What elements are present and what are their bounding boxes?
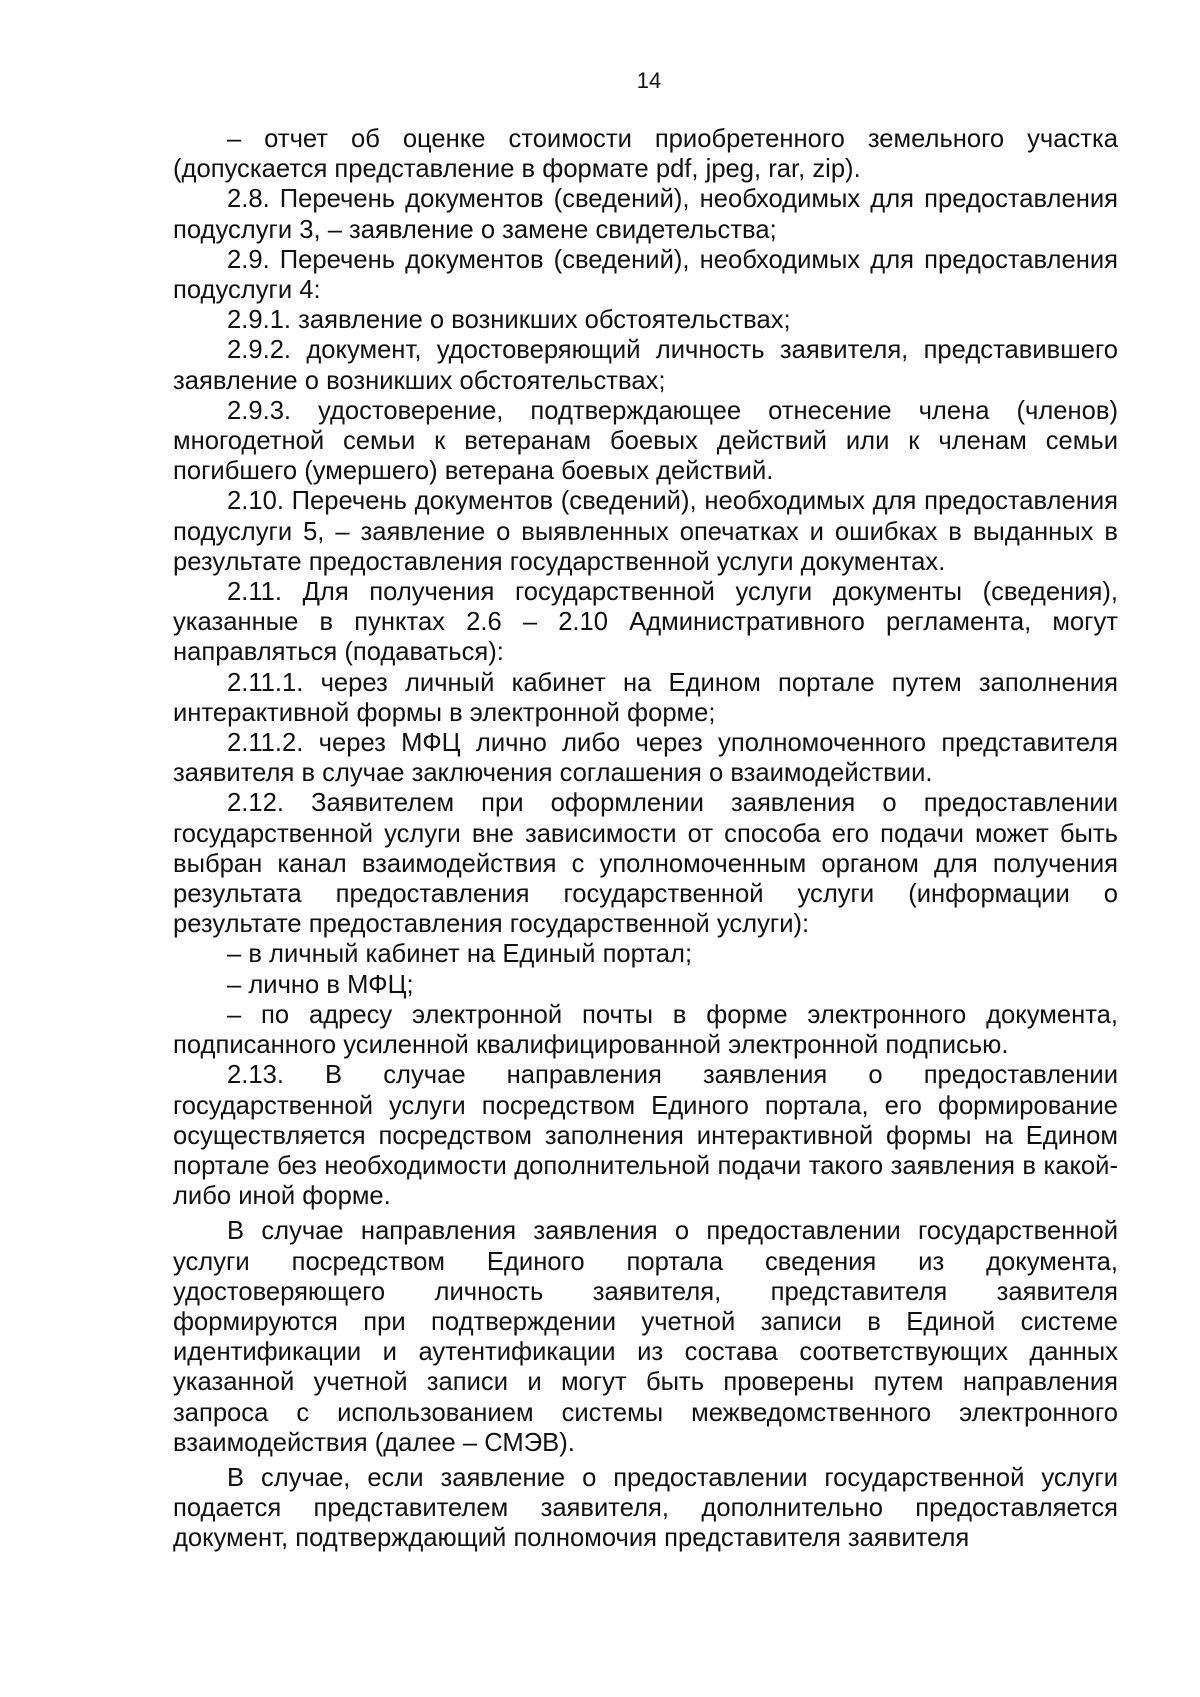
paragraph-2-9-3: 2.9.3. удостоверение, подтверждающее отнесение члена (членов) многодетной семьи к ветеранам боевых действий или к членам семьи погибшего (умершего) ветерана боевых действий. xyxy=(173,396,1118,486)
paragraph-2-11-2: 2.11.2. через МФЦ лично либо через уполномоченного представителя заявителя в случае заключения соглашения о взаимодействии. xyxy=(173,729,1118,788)
list-item-mfc-in-person: – лично в МФЦ; xyxy=(227,970,414,999)
paragraph-2-11-1: 2.11.1. через личный кабинет на Едином портале путем заполнения интерактивной формы в электронной форме; xyxy=(173,668,1118,727)
paragraph-2-10: 2.10. Перечень документов (сведений), необходимых для предоставления подуслуги 5, – заявление о выявленных опечатках и ошибках в выданных в результате предоставления государственной услуги документах. xyxy=(173,487,1118,576)
list-item-email: – по адресу электронной почты в форме электронного документа, подписанного усиленной квалифицированной электронной подписью. xyxy=(173,1000,1118,1060)
paragraph-2-13: 2.13. В случае направления заявления о предоставлении государственной услуги посредством Единого портала, его формирование осуществляется посредством заполнения интерактивной формы на Едином портале без необходимости дополнительной подачи такого заявления в какой-либо иной форме. xyxy=(173,1061,1118,1211)
document-body xyxy=(173,124,1118,1554)
list-item-personal-account: – в личный кабинет на Единый портал; xyxy=(227,940,693,969)
paragraph-2-9: 2.9. Перечень документов (сведений), необходимых для предоставления подуслуги 4: xyxy=(173,245,1118,305)
paragraph-2-12: 2.12. Заявителем при оформлении заявления о предоставлении государственной услуги вне зависимости от способа его подачи может быть выбран канал взаимодействия с уполномоченным органом для получения результата предоставления государственной услуги (информации о результате предоставления государственной услуги): xyxy=(173,789,1118,939)
paragraph-2-8: 2.8. Перечень документов (сведений), необходимых для предоставления подуслуги 3, – заявление о замене свидетельства; xyxy=(173,185,1118,244)
paragraph-identity-verification: В случае направления заявления о предоставлении государственной услуги посредством Единого портала сведения из документа, удостоверяющего личность заявителя, представителя заявителя формируются при подтверждении учетной записи в Единой системе идентификации и аутентификации из состава соответствующих данных указанной учетной записи и могут быть проверены путем направления запроса с использованием системы межведомственного электронного взаимодействия (далее – СМЭВ). xyxy=(173,1217,1118,1457)
paragraph-land-appraisal-report: – отчет об оценке стоимости приобретенного земельного участка (допускается представление в формате pdf, jpeg, rar, zip). xyxy=(173,125,1118,184)
paragraph-representative-authority: В случае, если заявление о предоставлении государственной услуги подается представителем заявителя, дополнительно предоставляется документ, подтверждающий полномочия представителя заявителя xyxy=(173,1463,1118,1553)
paragraph-2-9-1: 2.9.1. заявление о возникших обстоятельствах; xyxy=(227,306,791,335)
paragraph-2-9-2: 2.9.2. документ, удостоверяющий личность заявителя, представившего заявление о возникших обстоятельствах; xyxy=(173,336,1118,395)
paragraph-2-11: 2.11. Для получения государственной услуги документы (сведения), указанные в пунктах 2.6 – 2.10 Административного регламента, могут направляться (подаваться): xyxy=(173,578,1118,667)
page-number: 14 xyxy=(636,68,662,93)
